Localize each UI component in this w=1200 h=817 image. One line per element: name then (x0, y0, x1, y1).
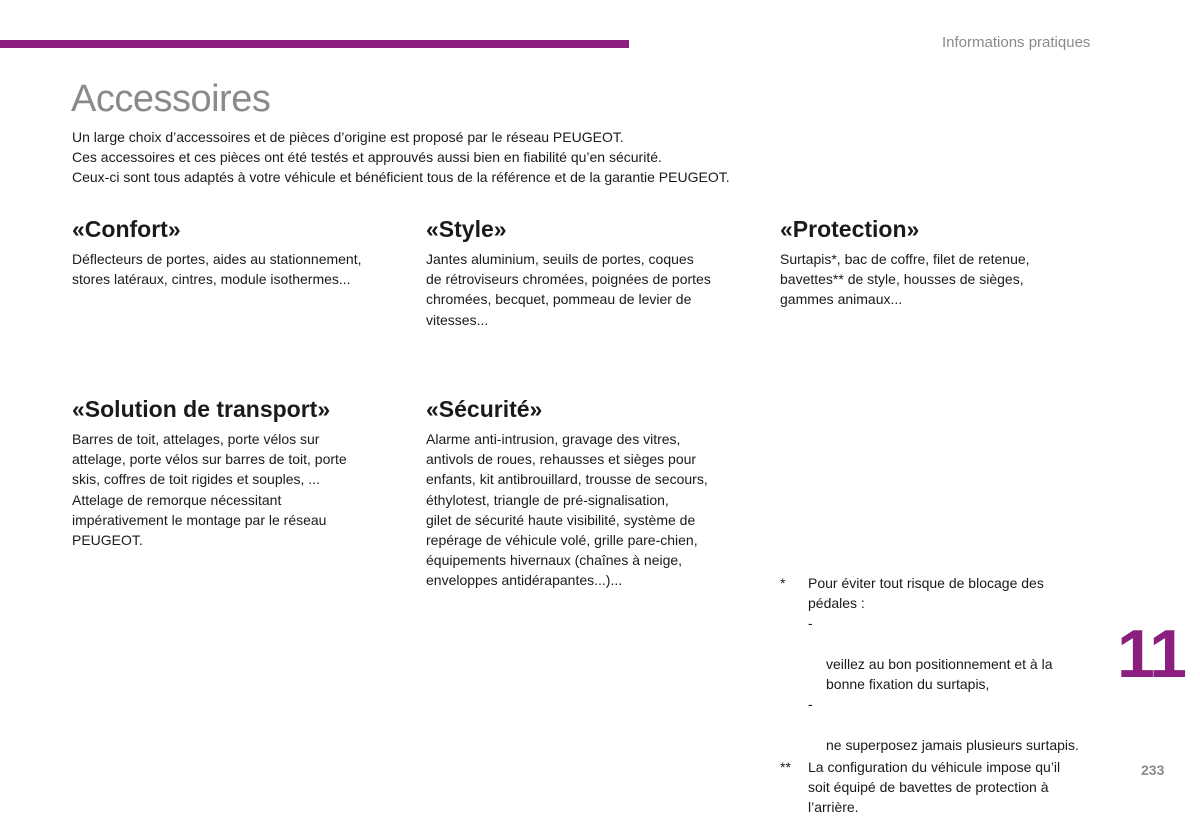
intro-paragraph (72, 127, 832, 187)
footnote-text: La configuration du véhicule impose qu’il soit équipé de bavettes de protection à l’arrière. (808, 758, 1061, 816)
category-heading: «Confort» (72, 216, 181, 242)
category-text: Jantes aluminium, seuils de portes, coques de rétroviseurs chromées, poignées de portes chromées, becquet, pommeau de levier de vitesses... (426, 251, 711, 328)
list-dash: - (808, 696, 813, 713)
intro-line: Un large choix d’accessoires et de pièces d’origine est proposé par le réseau PEUGEOT. (72, 129, 624, 145)
footnote-list-item-text: veillez au bon positionnement et à la bonne fixation du surtapis, (826, 655, 1053, 693)
footnote-text: Pour éviter tout risque de blocage des pédales : (808, 575, 1044, 612)
category-style (426, 215, 756, 330)
category-text: Barres de toit, attelages, porte vélos sur attelage, porte vélos sur barres de toit, porte skis, coffres de toit rigides et souples, ... Attelage de remorque nécessitant impérativement le montage par le réseau PEUGEOT. (72, 431, 347, 549)
category-heading: «Protection» (780, 216, 920, 242)
footnote-double-star (780, 757, 1110, 817)
category-heading: «Solution de transport» (72, 396, 331, 422)
category-text: Alarme anti-intrusion, gravage des vitres, antivols de roues, rehausses et sièges pour enfants, kit antibrouillard, trousse de secours, éthylotest, triangle de pré-signalisation, gilet de sécurité haute visibilité, système de repérage de véhicule volé, grille pare-chien, équipements hivernaux (chaînes à neige, enveloppes antidérapantes...)... (426, 431, 708, 589)
footnote-single-star (780, 573, 1110, 755)
category-transport (72, 395, 402, 550)
category-protection (780, 215, 1110, 310)
header-accent-bar (0, 40, 629, 48)
section-label: Informations pratiques (942, 34, 1091, 51)
list-dash: - (808, 615, 813, 632)
footnotes (780, 573, 1110, 817)
category-confort (72, 215, 402, 289)
footnote-list-item (808, 694, 1110, 755)
footnote-list-item (808, 613, 1110, 694)
category-text: Déflecteurs de portes, aides au stationnement, stores latéraux, cintres, module isothermes... (72, 251, 362, 288)
category-securite (426, 395, 756, 591)
page-number: 233 (1141, 762, 1165, 778)
category-heading: «Style» (426, 216, 507, 242)
footnote-list-item-text: ne superposez jamais plusieurs surtapis. (826, 736, 1079, 753)
footnote-mark: * (780, 575, 786, 591)
page-title: Accessoires (71, 78, 271, 120)
intro-line: Ces accessoires et ces pièces ont été testés et approuvés aussi bien en fiabilité qu’en sécurité. (72, 149, 662, 165)
intro-line: Ceux-ci sont tous adaptés à votre véhicule et bénéficient tous de la référence et de la garantie PEUGEOT. (72, 169, 730, 185)
category-heading: «Sécurité» (426, 396, 543, 422)
category-text: Surtapis*, bac de coffre, filet de retenue, bavettes** de style, housses de sièges, gammes animaux... (780, 251, 1030, 308)
chapter-number: 11 (1117, 616, 1185, 692)
footnote-mark: ** (780, 758, 791, 775)
